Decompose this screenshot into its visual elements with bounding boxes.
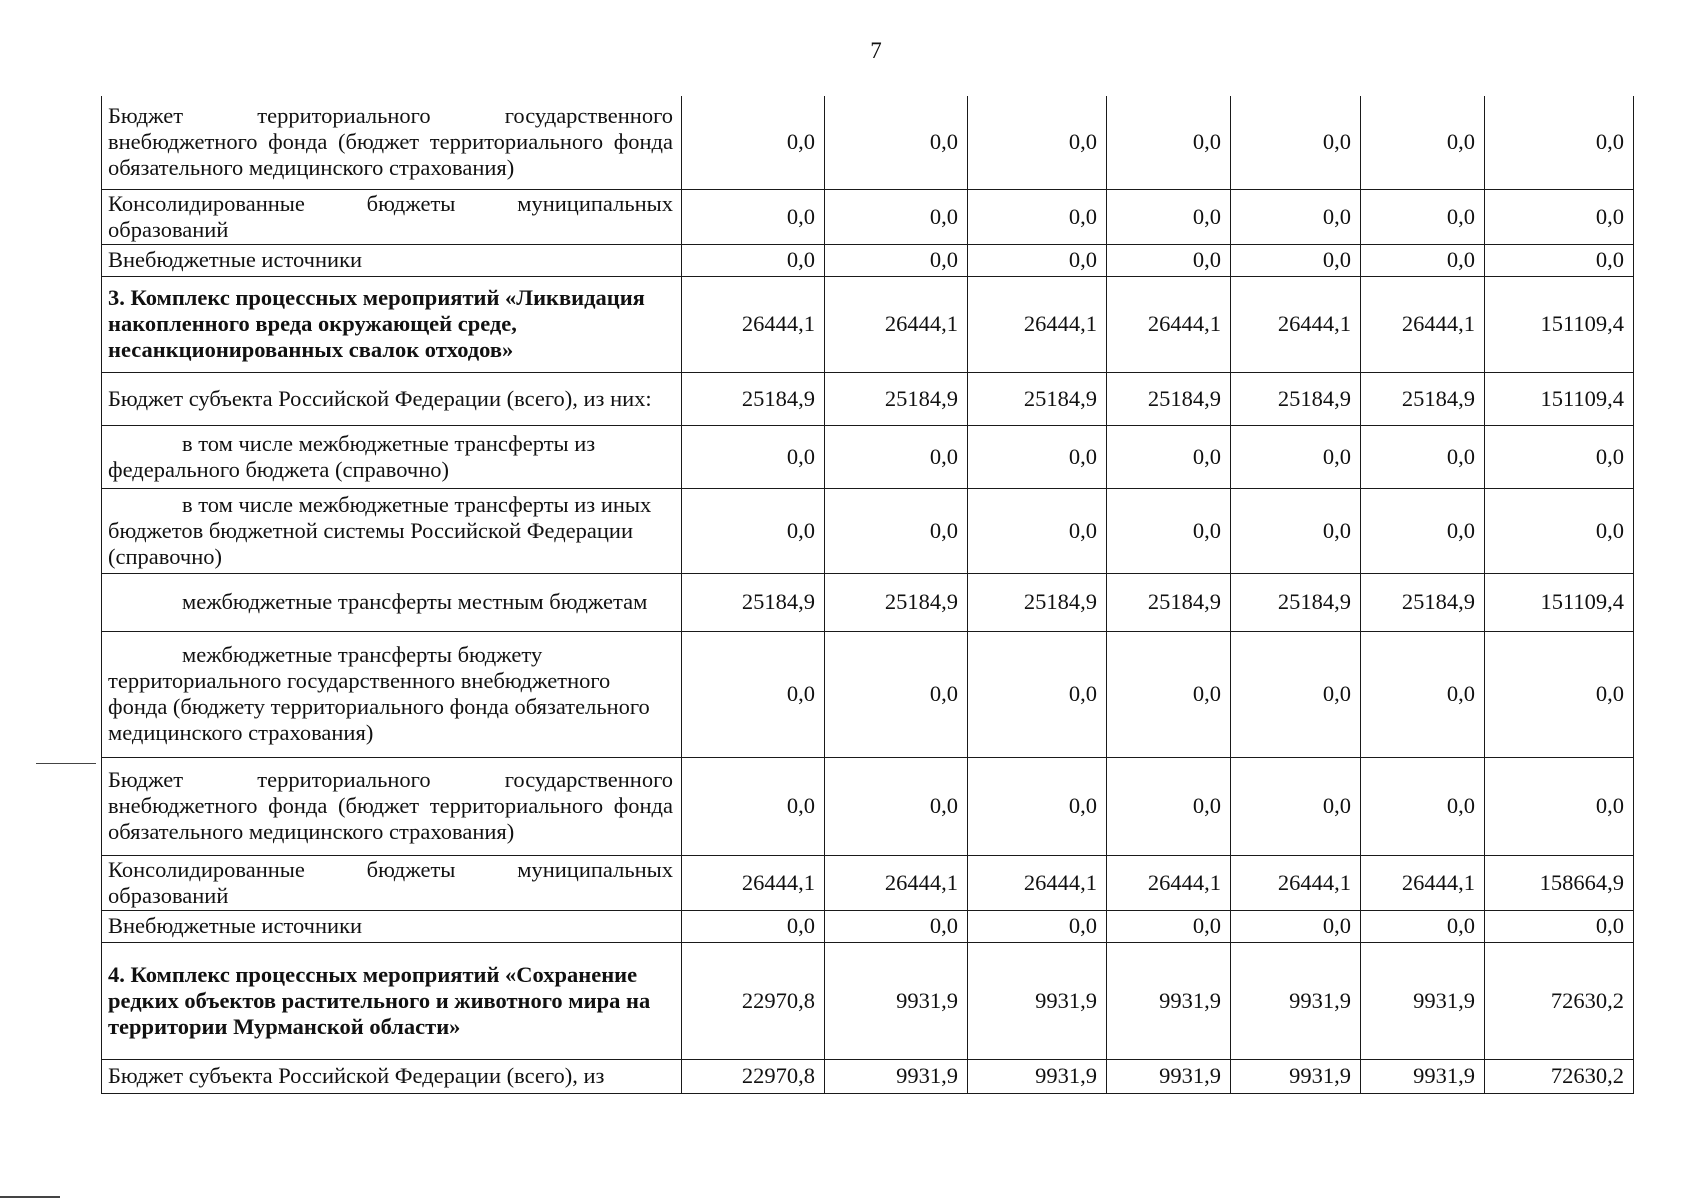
row-label-text: Внебюджетные источники: [108, 247, 363, 272]
value-cell: 0,0: [968, 910, 1107, 942]
row-label: [102, 757, 682, 855]
row-label: [102, 855, 682, 910]
value-cell: 26444,1: [1107, 276, 1231, 372]
row-label-text: Бюджет территориального государственного внебюджетного фонда (бюджет территориального фонда обязательного медицинского страхования): [108, 103, 673, 181]
value-cell: 0,0: [968, 189, 1107, 244]
row-label: [102, 189, 682, 244]
row-label: [102, 244, 682, 276]
row-label: [102, 96, 682, 189]
value-cell: 25184,9: [1231, 573, 1361, 631]
row-label-text: Внебюджетные источники: [108, 913, 363, 938]
value-cell: 0,0: [682, 189, 825, 244]
value-cell-total: 72630,2: [1485, 942, 1634, 1059]
table-row: [102, 1059, 1634, 1093]
value-cell: 25184,9: [1231, 372, 1361, 425]
value-cell: 0,0: [1107, 631, 1231, 757]
row-label: [102, 631, 682, 757]
value-cell: 0,0: [825, 96, 968, 189]
value-cell: 0,0: [968, 757, 1107, 855]
value-cell: 26444,1: [825, 276, 968, 372]
row-label: [102, 910, 682, 942]
value-cell: 25184,9: [1361, 372, 1485, 425]
value-cell: 25184,9: [968, 372, 1107, 425]
value-cell: 9931,9: [1107, 1059, 1231, 1093]
row-label: [102, 573, 682, 631]
table-row: [102, 573, 1634, 631]
row-label-text: 3. Комплекс процессных мероприятий «Ликвидация накопленного вреда окружающей среде, несанкционированных свалок отходов»: [108, 285, 645, 362]
value-cell: 0,0: [1231, 189, 1361, 244]
value-cell: 9931,9: [968, 1059, 1107, 1093]
value-cell: 0,0: [682, 631, 825, 757]
value-cell: 22970,8: [682, 1059, 825, 1093]
value-cell: 0,0: [825, 910, 968, 942]
value-cell: 0,0: [1231, 910, 1361, 942]
value-cell: 26444,1: [1361, 276, 1485, 372]
row-label: [102, 372, 682, 425]
row-label-text: Бюджет субъекта Российской Федерации (всего), из них:: [108, 385, 652, 411]
value-cell-total: 72630,2: [1485, 1059, 1634, 1093]
table-row: [102, 942, 1634, 1059]
value-cell: 25184,9: [825, 372, 968, 425]
row-label-text: в том числе межбюджетные трансферты из федерального бюджета (справочно): [108, 430, 596, 482]
table-body: [102, 96, 1634, 1093]
row-label-text: Консолидированные бюджеты муниципальных образований: [108, 856, 673, 908]
table-row: [102, 425, 1634, 488]
row-label-text: в том числе межбюджетные трансферты из иных бюджетов бюджетной системы Российской Федерации (справочно): [108, 491, 652, 569]
value-cell: 25184,9: [968, 573, 1107, 631]
value-cell-total: 151109,4: [1485, 372, 1634, 425]
value-cell: 26444,1: [968, 276, 1107, 372]
value-cell: 26444,1: [682, 276, 825, 372]
value-cell-total: 0,0: [1485, 488, 1634, 573]
table-row: [102, 189, 1634, 244]
value-cell-total: 151109,4: [1485, 276, 1634, 372]
row-label: [102, 942, 682, 1059]
value-cell-total: 0,0: [1485, 910, 1634, 942]
value-cell: 0,0: [682, 244, 825, 276]
value-cell: 0,0: [1107, 910, 1231, 942]
value-cell: 0,0: [682, 910, 825, 942]
value-cell: 0,0: [968, 244, 1107, 276]
value-cell: 9931,9: [1361, 1059, 1485, 1093]
value-cell: 0,0: [1231, 425, 1361, 488]
value-cell: 0,0: [1361, 189, 1485, 244]
value-cell: 0,0: [1361, 96, 1485, 189]
value-cell: 25184,9: [682, 573, 825, 631]
value-cell: 0,0: [682, 96, 825, 189]
value-cell: 0,0: [1231, 631, 1361, 757]
value-cell: 25184,9: [682, 372, 825, 425]
value-cell: 0,0: [1361, 631, 1485, 757]
value-cell: 0,0: [825, 757, 968, 855]
table-row: [102, 372, 1634, 425]
value-cell: 9931,9: [1361, 942, 1485, 1059]
value-cell: 0,0: [1361, 244, 1485, 276]
value-cell-total: 0,0: [1485, 757, 1634, 855]
table-row: [102, 631, 1634, 757]
value-cell: 0,0: [1361, 488, 1485, 573]
value-cell: 0,0: [968, 631, 1107, 757]
value-cell: 0,0: [968, 425, 1107, 488]
table-row: [102, 910, 1634, 942]
value-cell: 0,0: [1361, 910, 1485, 942]
value-cell: 0,0: [682, 488, 825, 573]
value-cell: 9931,9: [1231, 1059, 1361, 1093]
row-label-text: 4. Комплекс процессных мероприятий «Сохранение редких объектов растительного и животного мира на территории Мурманской области»: [108, 961, 651, 1039]
scan-mark: [0, 1196, 60, 1198]
value-cell: 0,0: [1107, 425, 1231, 488]
value-cell: 25184,9: [1107, 573, 1231, 631]
value-cell: 25184,9: [825, 573, 968, 631]
value-cell: 0,0: [825, 189, 968, 244]
value-cell: 0,0: [1107, 244, 1231, 276]
value-cell: 26444,1: [682, 855, 825, 910]
value-cell: 26444,1: [968, 855, 1107, 910]
table-row: [102, 96, 1634, 189]
value-cell: 0,0: [1231, 488, 1361, 573]
value-cell: 26444,1: [1231, 276, 1361, 372]
value-cell-total: 0,0: [1485, 244, 1634, 276]
value-cell: 26444,1: [1231, 855, 1361, 910]
value-cell: 0,0: [682, 757, 825, 855]
value-cell: 0,0: [1107, 189, 1231, 244]
value-cell: 0,0: [825, 631, 968, 757]
value-cell-total: 0,0: [1485, 189, 1634, 244]
table-row: [102, 276, 1634, 372]
row-label-text: межбюджетные трансферты местным бюджетам: [182, 589, 648, 614]
value-cell: 9931,9: [1107, 942, 1231, 1059]
table-row: [102, 244, 1634, 276]
value-cell: 0,0: [825, 244, 968, 276]
value-cell: 0,0: [1231, 244, 1361, 276]
value-cell: 9931,9: [968, 942, 1107, 1059]
value-cell: 22970,8: [682, 942, 825, 1059]
value-cell-total: 0,0: [1485, 425, 1634, 488]
row-label-text: Консолидированные бюджеты муниципальных образований: [108, 190, 673, 242]
table-row: [102, 757, 1634, 855]
scan-mark: [36, 763, 96, 764]
budget-table: [101, 96, 1634, 1094]
value-cell: 0,0: [825, 425, 968, 488]
row-label-text: Бюджет территориального государственного внебюджетного фонда (бюджет территориального фонда обязательного медицинского страхования): [108, 767, 673, 844]
value-cell-total: 158664,9: [1485, 855, 1634, 910]
value-cell: 26444,1: [825, 855, 968, 910]
value-cell: 0,0: [825, 488, 968, 573]
value-cell: 0,0: [1231, 96, 1361, 189]
value-cell: 25184,9: [1361, 573, 1485, 631]
value-cell: 0,0: [968, 96, 1107, 189]
value-cell: 26444,1: [1107, 855, 1231, 910]
page-number: 7: [870, 38, 882, 63]
value-cell: 9931,9: [825, 942, 968, 1059]
value-cell-total: 151109,4: [1485, 573, 1634, 631]
table-row: [102, 488, 1634, 573]
row-label: [102, 488, 682, 573]
value-cell-total: 0,0: [1485, 631, 1634, 757]
value-cell: 25184,9: [1107, 372, 1231, 425]
value-cell: 0,0: [1107, 757, 1231, 855]
row-label: [102, 276, 682, 372]
value-cell: 9931,9: [1231, 942, 1361, 1059]
value-cell: 0,0: [1361, 757, 1485, 855]
value-cell-total: 0,0: [1485, 96, 1634, 189]
row-label-text: Бюджет субъекта Российской Федерации (всего), из: [108, 1063, 605, 1088]
row-label: [102, 1059, 682, 1093]
value-cell: 0,0: [1107, 488, 1231, 573]
value-cell: 26444,1: [1361, 855, 1485, 910]
value-cell: 0,0: [1231, 757, 1361, 855]
table-row: [102, 855, 1634, 910]
value-cell: 0,0: [1107, 96, 1231, 189]
value-cell: 0,0: [968, 488, 1107, 573]
value-cell: 0,0: [682, 425, 825, 488]
value-cell: 9931,9: [825, 1059, 968, 1093]
row-label: [102, 425, 682, 488]
row-label-text: межбюджетные трансферты бюджету территориального государственного внебюджетного фонда (бюджету территориального фонда обязательного медицинского страхования): [108, 642, 650, 745]
value-cell: 0,0: [1361, 425, 1485, 488]
